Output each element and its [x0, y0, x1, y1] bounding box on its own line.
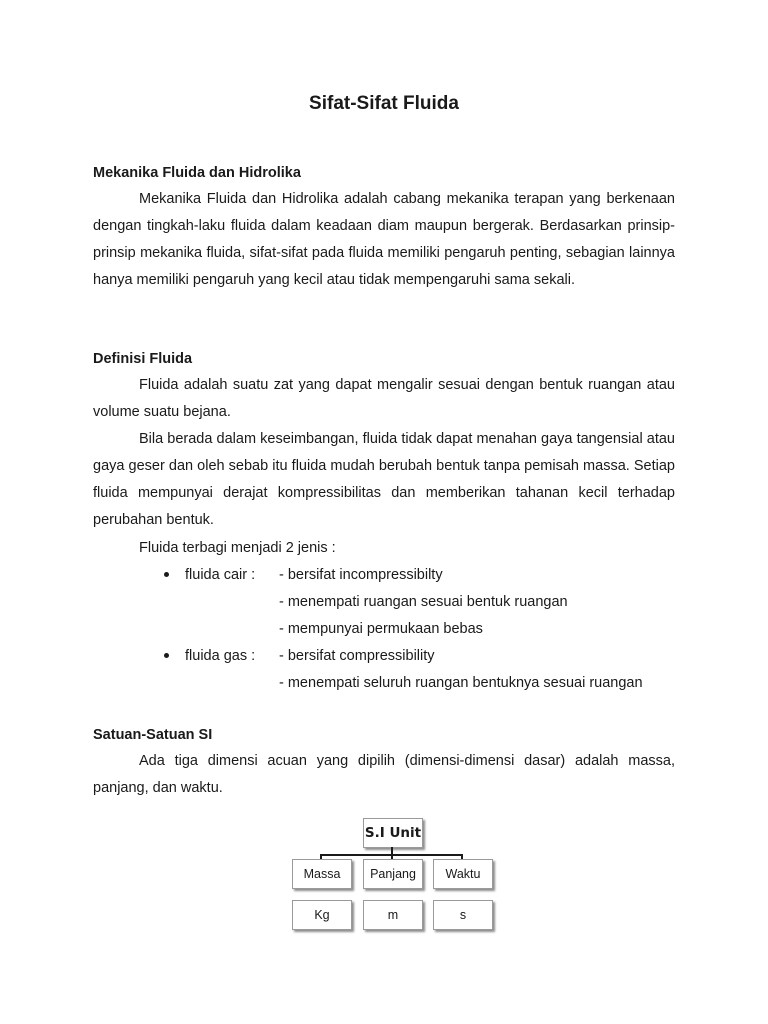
fluid-property: - bersifat incompressibilty [279, 567, 443, 583]
diagram-unit-node: s [433, 900, 493, 930]
fluid-types-intro: Fluida terbagi menjadi 2 jenis : [139, 540, 336, 556]
fluid-property: - bersifat compressibility [279, 648, 435, 664]
fluid-property: - mempunyai permukaan bebas [279, 621, 483, 637]
diagram-unit-node: m [363, 900, 423, 930]
diagram-root-node: S.I Unit [363, 818, 423, 848]
paragraph-definisi-2: Bila berada dalam keseimbangan, fluida tidak dapat menahan gaya tangensial atau gaya geser dan oleh sebab itu fluida mudah berubah bentuk tanpa pemisah massa. Setiap fluida mempunyai derajat kompressibilitas dan memberikan tahanan kecil terhadap perubahan bentuk. [93, 431, 675, 528]
section-heading-definisi: Definisi Fluida [93, 351, 193, 367]
fluid-property: - menempati seluruh ruangan bentuknya sesuai ruangan [279, 675, 643, 691]
paragraph-satuan: Ada tiga dimensi acuan yang dipilih (dimensi-dimensi dasar) adalah massa, panjang, dan waktu. [93, 753, 675, 796]
fluid-type-label: fluida gas : [185, 648, 256, 664]
diagram-unit-node: Kg [292, 900, 352, 930]
diagram-dimension-node: Waktu [433, 859, 493, 889]
fluid-type-label: fluida cair : [185, 567, 256, 583]
section-heading-satuan: Satuan-Satuan SI [93, 727, 213, 743]
bullet-icon [164, 653, 169, 658]
diagram-dimension-node: Panjang [363, 859, 423, 889]
paragraph-mekanika: Mekanika Fluida dan Hidrolika adalah cabang mekanika terapan yang berkenaan dengan tingkah-laku fluida dalam keadaan diam maupun bergerak. Berdasarkan prinsip-prinsip mekanika fluida, sifat-sifat pada fluida memiliki pengaruh penting, sebagian lainnya hanya memiliki pengaruh yang kecil atau tidak mempengaruhi sama sekali. [93, 191, 675, 288]
diagram-dimension-node: Massa [292, 859, 352, 889]
section-heading-mekanika: Mekanika Fluida dan Hidrolika [93, 165, 301, 181]
paragraph-definisi-1: Fluida adalah suatu zat yang dapat mengalir sesuai dengan bentuk ruangan atau volume suatu bejana. [93, 377, 675, 420]
bullet-icon [164, 572, 169, 577]
fluid-property: - menempati ruangan sesuai bentuk ruangan [279, 594, 568, 610]
page-title: Sifat-Sifat Fluida [309, 93, 459, 114]
